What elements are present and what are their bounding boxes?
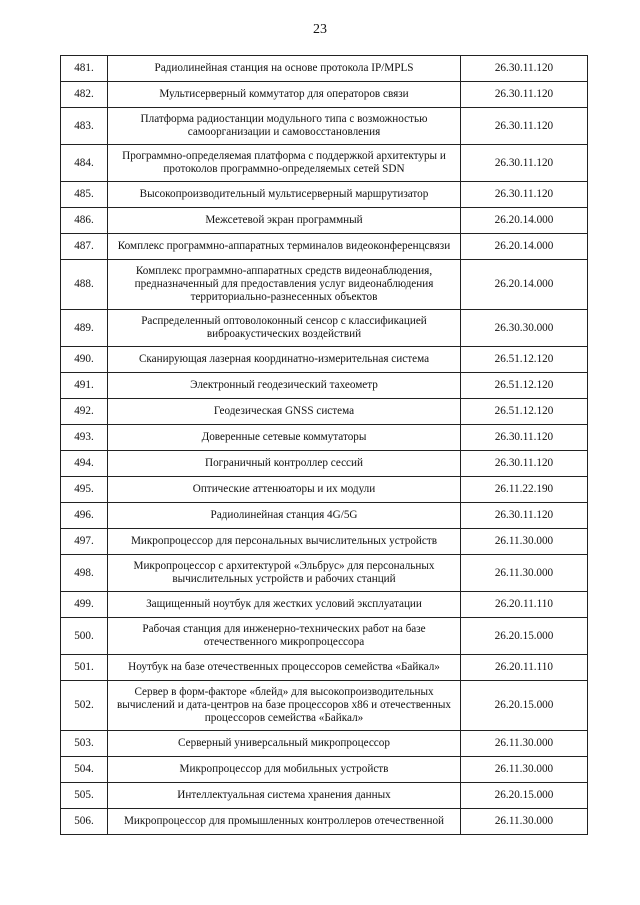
row-number: 502. bbox=[61, 681, 108, 731]
row-name: Электронный геодезический тахеометр bbox=[108, 373, 461, 399]
row-number: 495. bbox=[61, 477, 108, 503]
table-row bbox=[61, 208, 588, 234]
row-number: 496. bbox=[61, 503, 108, 529]
row-name: Комплекс программно-аппаратных терминалов видеоконференцсвязи bbox=[108, 234, 461, 260]
row-code: 26.51.12.120 bbox=[461, 399, 588, 425]
row-name: Радиолинейная станция 4G/5G bbox=[108, 503, 461, 529]
table-row bbox=[61, 145, 588, 182]
row-name: Микропроцессор для мобильных устройств bbox=[108, 757, 461, 783]
row-number: 488. bbox=[61, 260, 108, 310]
row-number: 486. bbox=[61, 208, 108, 234]
row-code: 26.30.11.120 bbox=[461, 82, 588, 108]
table-row bbox=[61, 477, 588, 503]
row-code: 26.51.12.120 bbox=[461, 347, 588, 373]
row-number: 493. bbox=[61, 425, 108, 451]
page-number: 23 bbox=[313, 22, 327, 37]
table-row bbox=[61, 618, 588, 655]
row-code: 26.30.11.120 bbox=[461, 56, 588, 82]
table-row bbox=[61, 681, 588, 731]
row-code: 26.20.14.000 bbox=[461, 260, 588, 310]
row-name: Высокопроизводительный мультисерверный маршрутизатор bbox=[108, 182, 461, 208]
row-number: 498. bbox=[61, 555, 108, 592]
row-number: 485. bbox=[61, 182, 108, 208]
row-number: 501. bbox=[61, 655, 108, 681]
row-code: 26.30.11.120 bbox=[461, 182, 588, 208]
row-code: 26.11.30.000 bbox=[461, 731, 588, 757]
row-name: Платформа радиостанции модульного типа с возможностью самоорганизации и самовосстановления bbox=[108, 108, 461, 145]
row-name: Радиолинейная станция на основе протокола IP/MPLS bbox=[108, 56, 461, 82]
table-row bbox=[61, 783, 588, 809]
table-row bbox=[61, 234, 588, 260]
row-code: 26.30.11.120 bbox=[461, 451, 588, 477]
table-row bbox=[61, 757, 588, 783]
table-row bbox=[61, 82, 588, 108]
row-number: 505. bbox=[61, 783, 108, 809]
row-code: 26.20.15.000 bbox=[461, 783, 588, 809]
row-code: 26.20.11.110 bbox=[461, 655, 588, 681]
row-code: 26.30.11.120 bbox=[461, 108, 588, 145]
row-name: Оптические аттенюаторы и их модули bbox=[108, 477, 461, 503]
row-code: 26.30.11.120 bbox=[461, 503, 588, 529]
table-row bbox=[61, 260, 588, 310]
row-code: 26.20.15.000 bbox=[461, 681, 588, 731]
row-number: 481. bbox=[61, 56, 108, 82]
row-number: 491. bbox=[61, 373, 108, 399]
row-number: 497. bbox=[61, 529, 108, 555]
row-name: Межсетевой экран программный bbox=[108, 208, 461, 234]
row-name: Микропроцессор с архитектурой «Эльбрус» для персональных вычислительных устройств и рабочих станций bbox=[108, 555, 461, 592]
row-code: 26.20.11.110 bbox=[461, 592, 588, 618]
row-number: 492. bbox=[61, 399, 108, 425]
row-code: 26.11.30.000 bbox=[461, 555, 588, 592]
row-code: 26.20.15.000 bbox=[461, 618, 588, 655]
row-name: Комплекс программно-аппаратных средств видеонаблюдения, предназначенный для предоставления услуг видеонаблюдения территориально-разнесенных объектов bbox=[108, 260, 461, 310]
row-number: 494. bbox=[61, 451, 108, 477]
table-row bbox=[61, 373, 588, 399]
table-row bbox=[61, 182, 588, 208]
row-code: 26.20.14.000 bbox=[461, 208, 588, 234]
row-name: Сервер в форм-факторе «блейд» для высокопроизводительных вычислений и дата-центров на базе процессоров x86 и отечественных процессоров семейства «Байкал» bbox=[108, 681, 461, 731]
row-number: 490. bbox=[61, 347, 108, 373]
row-number: 489. bbox=[61, 310, 108, 347]
table-row bbox=[61, 655, 588, 681]
table-row bbox=[61, 347, 588, 373]
row-name: Микропроцессор для персональных вычислительных устройств bbox=[108, 529, 461, 555]
row-code: 26.11.30.000 bbox=[461, 529, 588, 555]
row-number: 503. bbox=[61, 731, 108, 757]
row-number: 487. bbox=[61, 234, 108, 260]
row-code: 26.11.22.190 bbox=[461, 477, 588, 503]
row-name: Распределенный оптоволоконный сенсор с классификацией виброакустических воздействий bbox=[108, 310, 461, 347]
row-number: 506. bbox=[61, 809, 108, 835]
table-row bbox=[61, 451, 588, 477]
table-row bbox=[61, 503, 588, 529]
row-name: Программно-определяемая платформа с поддержкой архитектуры и протоколов программно-определяемых сетей SDN bbox=[108, 145, 461, 182]
row-number: 499. bbox=[61, 592, 108, 618]
row-code: 26.11.30.000 bbox=[461, 757, 588, 783]
row-name: Доверенные сетевые коммутаторы bbox=[108, 425, 461, 451]
table-row bbox=[61, 529, 588, 555]
row-name: Мультисерверный коммутатор для операторов связи bbox=[108, 82, 461, 108]
row-name: Пограничный контроллер сессий bbox=[108, 451, 461, 477]
row-name: Серверный универсальный микропроцессор bbox=[108, 731, 461, 757]
row-number: 482. bbox=[61, 82, 108, 108]
row-name: Защищенный ноутбук для жестких условий эксплуатации bbox=[108, 592, 461, 618]
row-name: Ноутбук на базе отечественных процессоров семейства «Байкал» bbox=[108, 655, 461, 681]
row-name: Сканирующая лазерная координатно-измерительная система bbox=[108, 347, 461, 373]
row-name: Интеллектуальная система хранения данных bbox=[108, 783, 461, 809]
row-code: 26.51.12.120 bbox=[461, 373, 588, 399]
items-table bbox=[60, 55, 588, 835]
row-code: 26.30.11.120 bbox=[461, 425, 588, 451]
row-number: 484. bbox=[61, 145, 108, 182]
row-name: Микропроцессор для промышленных контроллеров отечественной bbox=[108, 809, 461, 835]
row-name: Рабочая станция для инженерно-технических работ на базе отечественного микропроцессора bbox=[108, 618, 461, 655]
table-row bbox=[61, 310, 588, 347]
row-code: 26.30.11.120 bbox=[461, 145, 588, 182]
table-row bbox=[61, 555, 588, 592]
table-row bbox=[61, 731, 588, 757]
table-row bbox=[61, 399, 588, 425]
row-code: 26.20.14.000 bbox=[461, 234, 588, 260]
row-code: 26.30.30.000 bbox=[461, 310, 588, 347]
table-row bbox=[61, 108, 588, 145]
table-row bbox=[61, 425, 588, 451]
row-name: Геодезическая GNSS система bbox=[108, 399, 461, 425]
row-number: 504. bbox=[61, 757, 108, 783]
row-code: 26.11.30.000 bbox=[461, 809, 588, 835]
row-number: 483. bbox=[61, 108, 108, 145]
table-row bbox=[61, 592, 588, 618]
table-row bbox=[61, 809, 588, 835]
table-row bbox=[61, 56, 588, 82]
row-number: 500. bbox=[61, 618, 108, 655]
